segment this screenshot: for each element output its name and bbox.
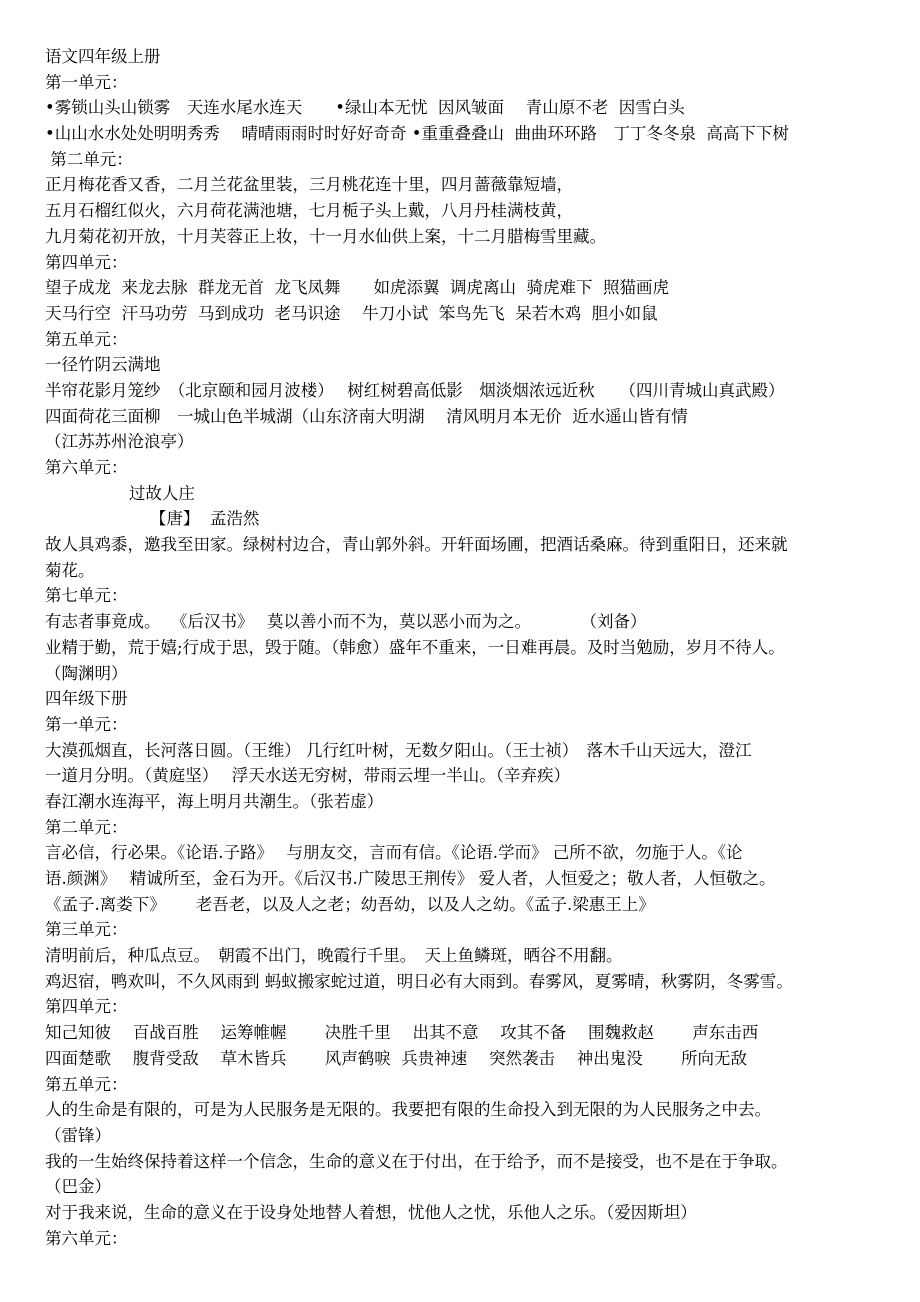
text-line: 对于我来说，生命的意义在于设身处地替人着想，忧他人之忧，乐他人之乐。（爱因斯坦） — [45, 1202, 697, 1222]
text-line: 第二单元： — [45, 149, 133, 169]
text-line: 望子成龙 来龙去脉 群龙无首 龙飞凤舞 如虎添翼 调虎离山 骑虎难下 照猫画虎 — [45, 278, 669, 298]
text-line: 第五单元： — [45, 329, 128, 349]
text-line: （陶渊明） — [45, 663, 128, 683]
text-line: 第一单元： — [45, 714, 128, 734]
text-line: 正月梅花香又香，二月兰花盆里装，三月桃花连十里，四月蔷薇靠短墙， — [45, 175, 573, 195]
text-line: 第五单元： — [45, 1074, 128, 1094]
text-line: 《孟子.离娄下》 老吾老，以及人之老；幼吾幼，以及人之幼。《孟子.梁惠王上》 — [45, 894, 655, 914]
document-body — [45, 44, 905, 1251]
text-line: 有志者事竟成。 《后汉书》 莫以善小而不为，莫以恶小而为之。 （刘备） — [45, 612, 647, 632]
text-line: 语.颜渊》 精诚所至，金石为开。《后汉书.广陵思王荆传》 爱人者，人恒爱之；敬人者，人恒敬之。 — [45, 869, 776, 888]
text-line: 五月石榴红似火，六月荷花满池塘，七月栀子头上戴，八月丹桂满枝黄， — [45, 201, 573, 221]
text-line: （江苏苏州沧浪亭） — [45, 432, 194, 452]
text-line: 言必信，行必果。《论语.子路》 与朋友交，言而有信。《论语.学而》 己所不欲，勿施于人。《论 — [45, 843, 743, 863]
text-line: 第四单元： — [45, 997, 128, 1017]
text-line: 知己知彼 百战百胜 运筹帷幄 决胜千里 出其不意 攻其不备 围魏救赵 声东击西 — [45, 1023, 759, 1043]
text-line: 人的生命是有限的，可是为人民服务是无限的。我要把有限的生命投入到无限的为人民服务之中去。 — [45, 1100, 771, 1120]
text-line: 四面荷花三面柳 一城山色半城湖（山东济南大明湖 清风明月本无价 近水遥山皆有情 — [45, 406, 688, 426]
text-line: （巴金） — [45, 1177, 111, 1197]
text-line: 四面楚歌 腹背受敌 草木皆兵 风声鹤唳 兵贵神速 突然袭击 神出鬼没 所向无敌 — [45, 1048, 747, 1068]
text-line: 第三单元： — [45, 920, 128, 940]
text-line: 第六单元： — [45, 458, 128, 477]
text-line: 第七单元： — [45, 586, 128, 606]
text-line: 语文四年级上册 — [45, 47, 161, 66]
text-line: 半帘花影月笼纱 （北京颐和园月波楼） 树红树碧高低影 烟淡烟浓远近秋 （四川青城山真武殿） — [45, 380, 785, 400]
text-line: 第一单元： — [45, 72, 128, 92]
text-line: 菊花。 — [45, 560, 95, 580]
text-line: 春江潮水连海平，海上明月共潮生。（张若虚） — [45, 791, 384, 811]
text-line: 业精于勤，荒于嬉;行成于思，毁于随。（韩愈）盛年不重来，一日难再晨。及时当勉励，岁月不待人。 — [45, 637, 785, 657]
text-line: 鸡迟宿，鸭欢叫，不久风雨到 蚂蚁搬家蛇过道，明日必有大雨到。春雾风，夏雾晴，秋雾阴，冬雾雪。 — [45, 971, 793, 991]
text-line: （雷锋） — [45, 1125, 111, 1145]
text-line: 【唐】 孟浩然 — [45, 509, 260, 529]
text-line: 一径竹阴云满地 — [45, 355, 161, 375]
text-line: 第二单元： — [45, 817, 128, 837]
text-line: 大漠孤烟直，长河落日圆。（王维） 几行红叶树，无数夕阳山。（王士祯） 落木千山天远大，澄江 — [45, 740, 752, 760]
text-line: •山山水水处处明明秀秀 晴晴雨雨时时好好奇奇 •重重叠叠山 曲曲环环路 丁丁冬冬泉 高高下下树 — [45, 124, 789, 144]
text-line: 第四单元： — [45, 252, 128, 272]
text-line: 故人具鸡黍，邀我至田家。绿树村边合，青山郭外斜。开轩面场圃，把酒话桑麻。待到重阳日，还来就 — [45, 535, 788, 555]
text-line: 第六单元： — [45, 1228, 128, 1248]
text-line: 一道月分明。（黄庭坚） 浮天水送无穷树，带雨云埋一半山。（辛弃疾） — [45, 766, 570, 786]
text-line: 天马行空 汗马功劳 马到成功 老马识途 牛刀小试 笨鸟先飞 呆若木鸡 胆小如鼠 — [45, 303, 658, 323]
text-line: 九月菊花初开放，十月芙蓉正上妆，十一月水仙供上案，十二月腊梅雪里藏。 — [45, 226, 606, 246]
text-line: 过故人庄 — [45, 483, 195, 503]
text-line: •雾锁山头山锁雾 天连水尾水连天 •绿山本无忧 因风皱面 青山原不老 因雪白头 — [45, 98, 685, 118]
text-line: 四年级下册 — [45, 689, 128, 709]
text-line: 我的一生始终保持着这样一个信念，生命的意义在于付出，在于给予，而不是接受，也不是在于争取。 — [45, 1151, 788, 1171]
text-line: 清明前后，种瓜点豆。 朝霞不出门，晚霞行千里。 天上鱼鳞斑，晒谷不用翻。 — [45, 946, 623, 966]
